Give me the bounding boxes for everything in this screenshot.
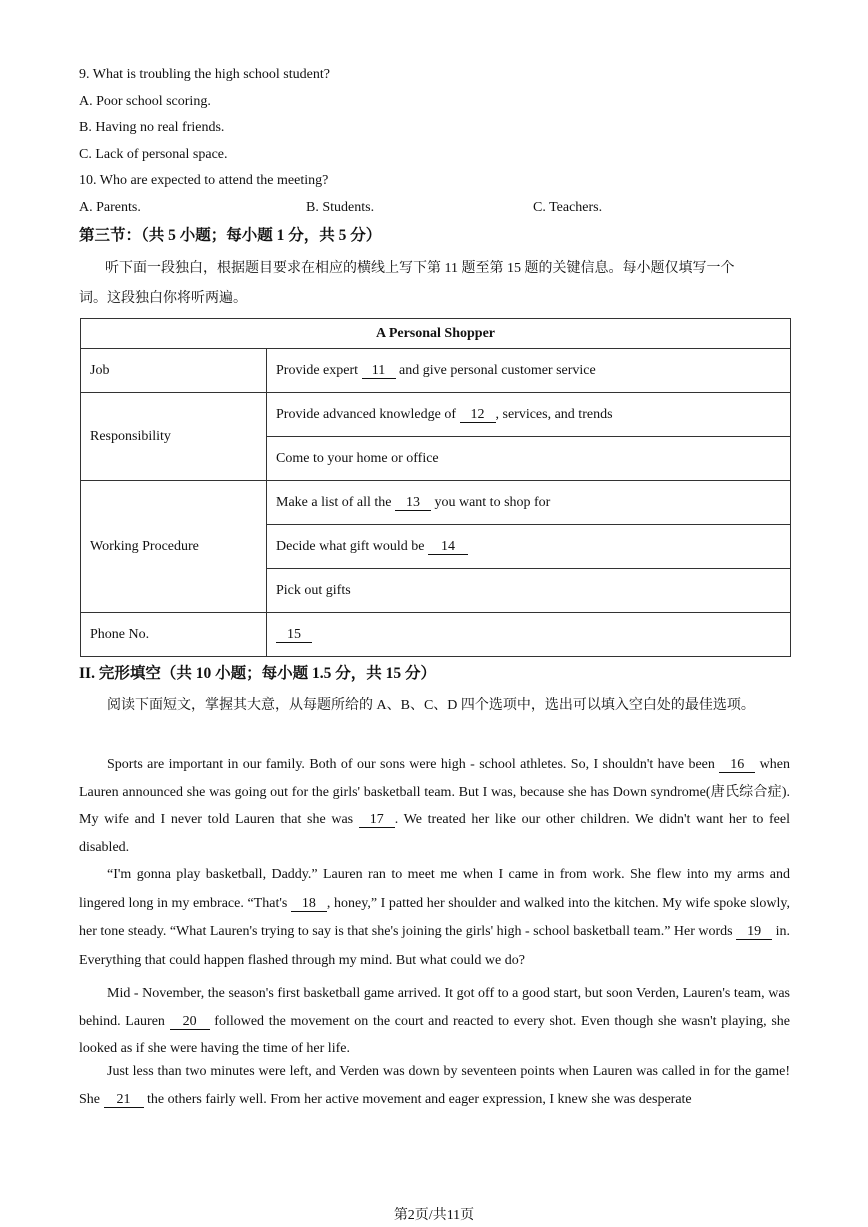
answer-blank-13[interactable]: 13 [395,495,431,511]
cloze-blank-20[interactable]: 20 [170,1014,210,1030]
question-9-option-c: C. Lack of personal space. [79,147,228,162]
table-cell-job: Provide expert 11 and give personal customer service [267,349,791,393]
table-cell-responsibility-1: Provide advanced knowledge of 12 , services, and trends [267,393,791,437]
table-cell-procedure-1: Make a list of all the 13 you want to shop for [267,481,791,525]
answer-blank-11[interactable]: 11 [362,363,396,379]
table-cell-phone [267,613,791,657]
section-3-heading: 第三节：（共 5 小题；每小题 1 分，共 5 分） [79,227,382,244]
question-10-option-b: B. Students. [306,200,375,215]
personal-shopper-table [80,318,791,657]
answer-blank-12[interactable]: 12 [460,407,496,423]
cloze-blank-21[interactable]: 21 [104,1092,144,1108]
section-3-instruction-line-2: 词。这段独白你将听两遍。 [79,291,247,306]
table-cell-responsibility-2: Come to your home or office [267,437,791,481]
section-3-instruction-line-1: 听下面一段独白，根据题目要求在相应的横线上写下第 11 题至第 15 题的关键信息。每小题仅填写一个 [105,261,735,276]
question-9-option-b: B. Having no real friends. [79,120,225,135]
table-cell-procedure-2: Decide what gift would be 14 [267,525,791,569]
cloze-blank-16[interactable]: 16 [719,757,755,773]
passage-paragraph-4: Just less than two minutes were left, and Verden was down by seventeen points when Lauren was called in for the game! She 21 the others fairly well. From her active movement and eager expression, I knew she was desperate [79,1064,790,1107]
table-cell-procedure-3: Pick out gifts [267,569,791,613]
question-9-option-a: A. Poor school scoring. [79,94,211,109]
question-10-stem: 10. Who are expected to attend the meeting? [79,173,329,188]
cloze-blank-17[interactable]: 17 [359,812,395,828]
passage-paragraph-1: Sports are important in our family. Both of our sons were high - school athletes. So, I shouldn't have been 16 when Lauren announced she was going out for the girls' basketball team. But I was, because she has Down syndrome(唐氏综合症). My wife and I never told Lauren that she was 17 . We treated her like our other children. We didn't want her to feel disabled. [79,757,791,855]
passage-paragraph-3: Mid - November, the season's first basketball game arrived. It got off to a good start, but soon Verden, Lauren's team, was behind. Lauren 20 followed the movement on the court and reacted to every shot. Even though she wasn't playing, she looked as if she were having the time of her life. [79,986,791,1056]
table-label-responsibility: Responsibility [81,393,267,481]
question-9-stem: 9. What is troubling the high school student? [79,67,330,82]
question-10-option-a: A. Parents. [79,200,141,215]
table-label-working-procedure: Working Procedure [81,481,267,613]
table-label-job: Job [81,349,267,393]
table-title: A Personal Shopper [81,319,791,349]
passage-paragraph-2: “I'm gonna play basketball, Daddy.” Lauren ran to meet me when I came in from work. She flew into my arms and lingered long in my embrace. “That's 18 , honey,” I patted her shoulder and walked into the kitchen. My wife spoke slowly, her tone steady. “What Lauren's trying to say is that she's joining the girls' high - school basketball team.” Her words 19 in. Everything that could happen flashed through my mind. But what could we do? [79,867,791,968]
page-number: 第2页/共11页 [393,1208,475,1223]
part-2-instruction: 阅读下面短文，掌握其大意，从每题所给的 A、B、C、D 四个选项中，选出可以填入空白处的最佳选项。 [107,698,755,713]
cloze-blank-19[interactable]: 19 [736,924,772,940]
answer-blank-15[interactable]: 15 [276,627,312,643]
answer-blank-14[interactable]: 14 [428,539,468,555]
cloze-blank-18[interactable]: 18 [291,896,327,912]
part-2-heading: II. 完形填空（共 10 小题；每小题 1.5 分，共 15 分） [79,665,436,682]
table-label-phone: Phone No. [81,613,267,657]
question-10-option-c: C. Teachers. [533,200,603,215]
question-10-options [79,199,790,217]
